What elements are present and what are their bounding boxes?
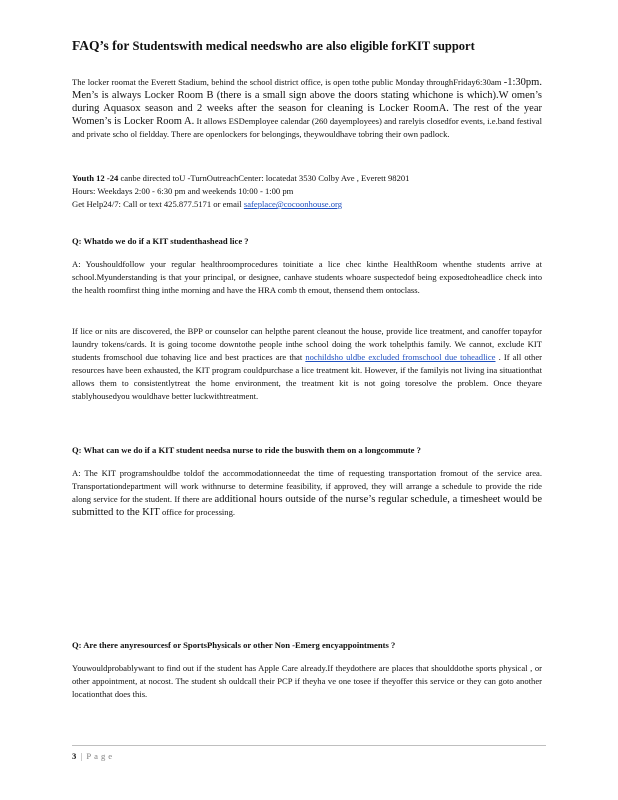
youth-hours: Hours: Weekdays 2:00 - 6:30 pm and weekends 10:00 - 1:00 pm <box>72 186 294 196</box>
title-rest: Studentswith medical needswho are also eligible forKIT support <box>132 39 475 53</box>
email-link[interactable]: safeplace@cocoonhouse.org <box>243 199 343 209</box>
page-number: 3 <box>72 751 77 761</box>
answer-nurse-large: additional hours outside of the nurse’s regular schedule, a timesheet would be submitted to the KIT <box>72 494 542 518</box>
page-title <box>72 38 552 54</box>
answer-nurse-small: A: The KIT programshouldbe toldof the accommodationneedat the time of requesting transportation fromout of the service area. Transportationdepartment will work withnurse to determine feasibility, if approved, they will arrange a schedule to provide the ride along service for the student. If there are <box>72 468 542 504</box>
youth-line1: canbe directed toU -TurnOutreachCenter: locatedat 3530 Colby Ave , Everett 98201 <box>120 173 410 183</box>
footer-separator: | <box>80 751 83 761</box>
question-nurse-ride: Q: What can we do if a KIT student needsa nurse to ride the buswith them on a longcommute ? <box>72 445 421 455</box>
lice-exclusion-link[interactable]: nochildsho uldbe excluded fromschool due toheadlice <box>305 352 496 362</box>
answer-head-lice-2-after: . If all other resources have been exhausted, the KIT program couldpurchase a lice treatment kit. However, if the familyis not living ina situationthat allows them to consistentlytreat the home environment, the treatment kit is not going toresolve the problem. Once theyare stablyhousedyou wouldhave better luckwithtreatment. <box>72 352 543 401</box>
answer-nurse-end: office for processing. <box>161 507 236 517</box>
title-prefix: FAQ’s for <box>72 38 130 53</box>
question-head-lice: Q: Whatdo we do if a KIT studenthashead lice ? <box>72 236 249 246</box>
page-footer <box>72 751 115 761</box>
footer-divider <box>72 745 546 746</box>
locker-room-paragraph <box>72 76 542 141</box>
locker-text-small: The locker roomat the Everett Stadium, behind the school district office, is open tothe public Monday throughFriday6:30am <box>72 77 502 87</box>
answer-head-lice-2 <box>72 325 542 403</box>
locker-text-tail: It allows ESDemployee calendar (260 dayemployees) and rarelyis closedfor events, i.e.band festival and private scho ol fieldday. There are openlockers for belongings, theywouldhave tobring their own padlock. <box>72 116 542 139</box>
youth-resource-block <box>72 172 542 211</box>
answer-head-lice-2-before: If lice or nits are discovered, the BPP or counselor can helpthe parent cleanout the house, provide lice treatment, and canoffer topayfor laundry tokens/cards. It is going tocome downtothe people inthe school doing the work tohelpthis family. We cannot, exclude KIT students fromschool due tohaving lice and best practices are that <box>72 326 542 362</box>
answer-nurse-ride <box>72 467 542 519</box>
question-sports-physicals: Q: Are there anyresourcesf or SportsPhysicals or other Non -Emerg encyappointments ? <box>72 640 396 650</box>
answer-sports-physicals: Youwouldprobablywant to find out if the student has Apple Care already.If theydothere are places that shoulddothe sports physical , or other appointment, at nocost. The student sh ouldcall their PCP if theyha ve one tosee if theyoffer this service or they can goto another locationthat does this. <box>72 663 542 699</box>
answer-head-lice-1: A: Youshouldfollow your regular healthroomprocedures toinitiate a lice chec kinthe HealthRoom whenthe students arrive at school.Myunderstanding is that your principal, or designee, canhave students whoare suspectedof being exposedtoheadlice check into the health roomfirst thing inthe morning and have the HRA comb th emout, thensend them ontoclass. <box>72 259 542 295</box>
youth-help-line: Get Help24/7: Call or text 425.877.5171 or email <box>72 199 242 209</box>
page-label: Page <box>86 751 116 761</box>
youth-label: Youth 12 -24 <box>72 173 119 183</box>
locker-text-large: -1:30pm. Men’s is always Locker Room B (there is a small sign above the doors stating whichone is which).W omen’s during Aquasox season and 2 weeks after the season for cleaning is Locker RoomA. The rest of the year Women’s is Locker Room A. <box>72 77 542 127</box>
